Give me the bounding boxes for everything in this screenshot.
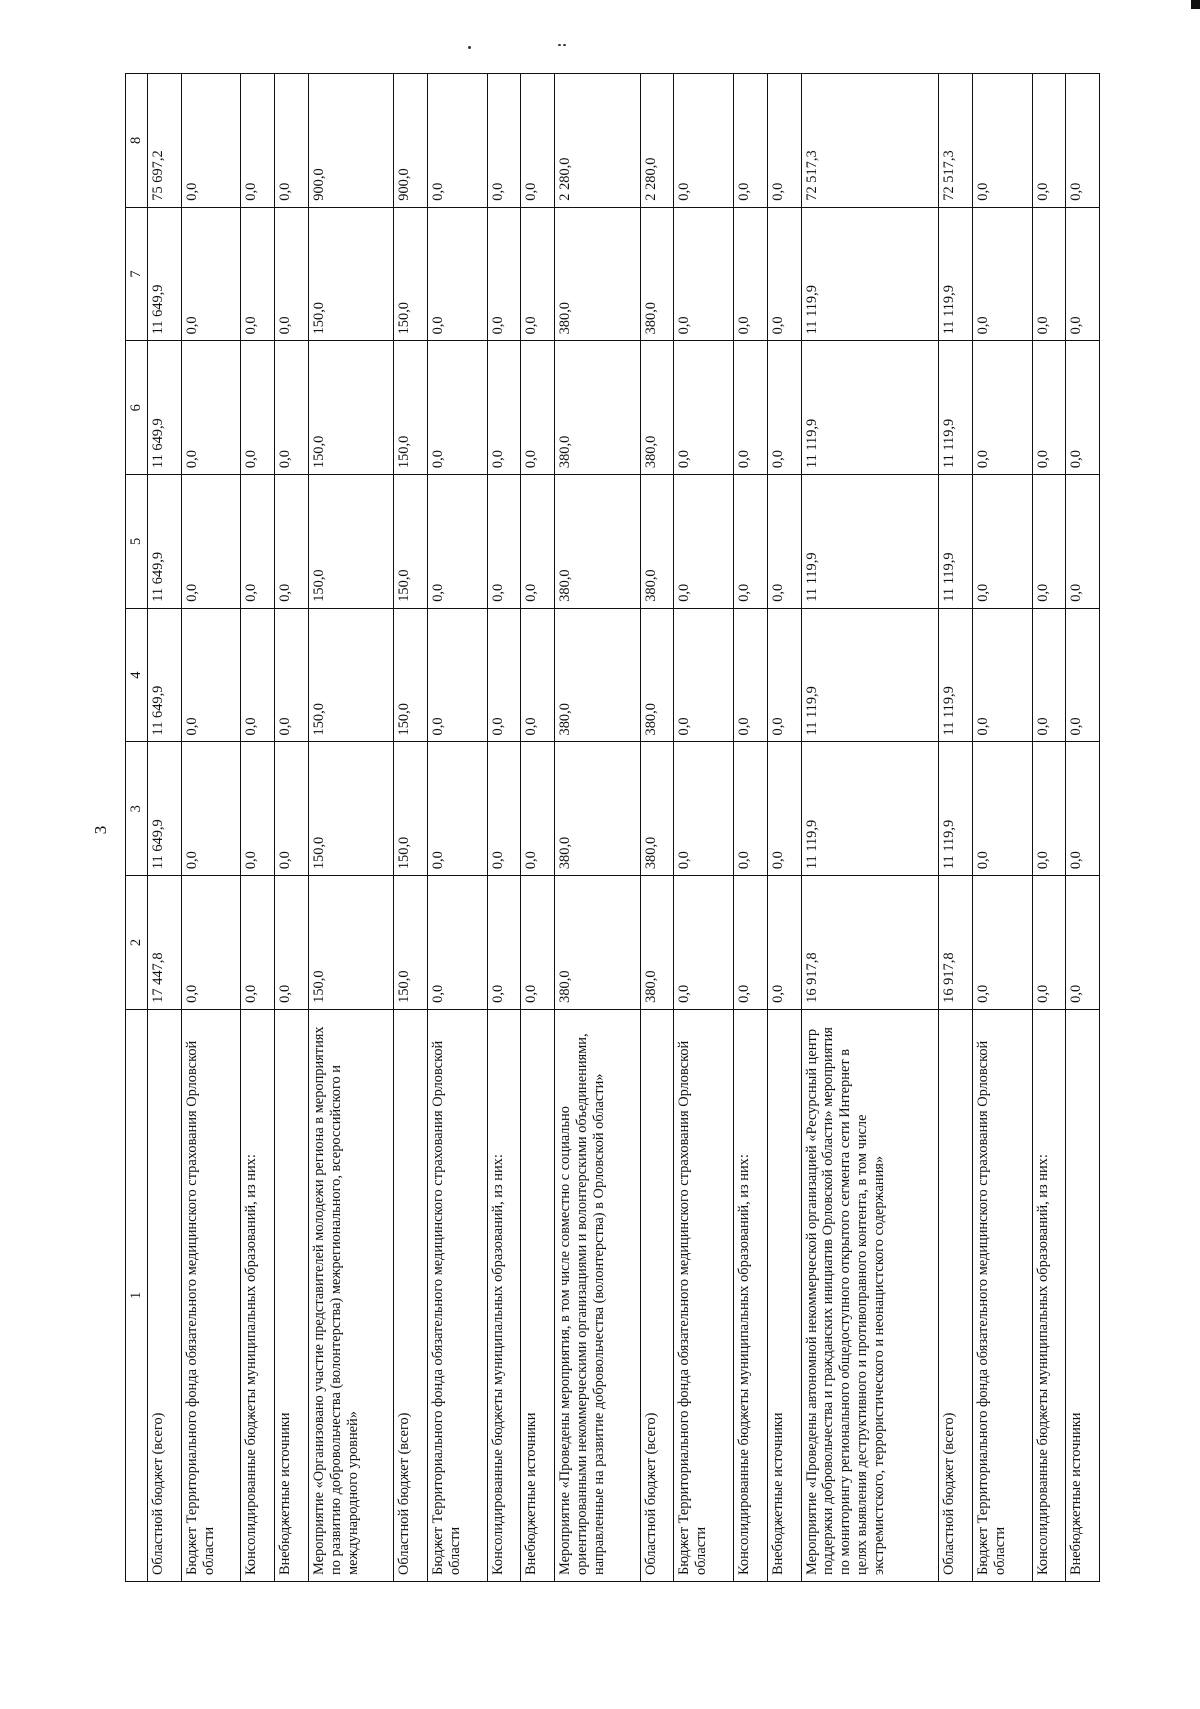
value-cell: 0,0 — [972, 475, 1032, 609]
header-cell: 8 — [126, 74, 148, 208]
value-cell: 0,0 — [241, 742, 275, 876]
value-cell: 11 649,9 — [147, 341, 181, 475]
value-cell: 0,0 — [181, 742, 241, 876]
row-label-cell: Бюджет Территориального фонда обязательного медицинского страхования Орловской области — [181, 1009, 241, 1581]
value-cell: 0,0 — [972, 207, 1032, 341]
value-cell: 0,0 — [734, 207, 768, 341]
value-cell: 75 697,2 — [147, 74, 181, 208]
value-cell: 150,0 — [394, 742, 428, 876]
value-cell: 380,0 — [555, 341, 641, 475]
value-cell: 0,0 — [1066, 475, 1100, 609]
table-row — [1032, 74, 1066, 1582]
value-cell: 0,0 — [674, 74, 734, 208]
value-cell: 0,0 — [521, 742, 555, 876]
row-label-cell: Бюджет Территориального фонда обязательного медицинского страхования Орловской области — [674, 1009, 734, 1581]
value-cell: 0,0 — [487, 341, 521, 475]
rotated-table-container — [125, 73, 1100, 1582]
value-cell: 0,0 — [181, 74, 241, 208]
value-cell: 0,0 — [181, 341, 241, 475]
row-label-cell: Бюджет Территориального фонда обязательного медицинского страхования Орловской области — [428, 1009, 488, 1581]
value-cell: 0,0 — [428, 341, 488, 475]
page-number: 3 — [91, 825, 110, 835]
value-cell: 2 280,0 — [640, 74, 674, 208]
value-cell: 150,0 — [394, 341, 428, 475]
value-cell: 0,0 — [767, 207, 801, 341]
row-label-cell: Мероприятие «Проведены автономной некоммерческой организацией «Ресурсный центр поддержки добровольчества и гражданских инициатив Орловской области» мероприятия по мониторингу регионального общедоступного открытого сегмента сети Интернет в целях выявления деструктивного и противоправного контента, в том числе экстремистского, террористического и неонацистского содержания» — [801, 1009, 939, 1581]
budget-table — [125, 73, 1100, 1582]
value-cell: 150,0 — [394, 876, 428, 1010]
table-row — [939, 74, 973, 1582]
value-cell: 11 649,9 — [147, 742, 181, 876]
table-row — [640, 74, 674, 1582]
header-cell: 1 — [126, 1009, 148, 1581]
scan-speck — [468, 46, 471, 49]
value-cell: 0,0 — [275, 608, 309, 742]
header-cell: 6 — [126, 341, 148, 475]
value-cell: 11 119,9 — [939, 475, 973, 609]
row-label-cell: Консолидированные бюджеты муниципальных образований, из них: — [1032, 1009, 1066, 1581]
value-cell: 380,0 — [640, 876, 674, 1010]
value-cell: 0,0 — [181, 608, 241, 742]
value-cell: 0,0 — [275, 207, 309, 341]
value-cell: 0,0 — [241, 608, 275, 742]
value-cell: 0,0 — [275, 341, 309, 475]
value-cell: 0,0 — [275, 876, 309, 1010]
value-cell: 0,0 — [1032, 341, 1066, 475]
value-cell: 150,0 — [394, 475, 428, 609]
row-label-cell: Внебюджетные источники — [275, 1009, 309, 1581]
table-row — [394, 74, 428, 1582]
value-cell: 72 517,3 — [801, 74, 939, 208]
value-cell: 0,0 — [1066, 742, 1100, 876]
value-cell: 150,0 — [394, 207, 428, 341]
table-row — [487, 74, 521, 1582]
table-header-row — [126, 74, 148, 1582]
value-cell: 0,0 — [1032, 876, 1066, 1010]
value-cell: 11 119,9 — [801, 742, 939, 876]
value-cell: 0,0 — [1066, 74, 1100, 208]
value-cell: 11 119,9 — [939, 207, 973, 341]
value-cell: 0,0 — [521, 608, 555, 742]
value-cell: 0,0 — [767, 876, 801, 1010]
row-label-cell: Внебюджетные источники — [521, 1009, 555, 1581]
value-cell: 0,0 — [428, 74, 488, 208]
value-cell: 0,0 — [1032, 742, 1066, 876]
value-cell: 150,0 — [308, 341, 394, 475]
value-cell: 0,0 — [241, 207, 275, 341]
row-label-cell: Консолидированные бюджеты муниципальных образований, из них: — [734, 1009, 768, 1581]
value-cell: 0,0 — [428, 876, 488, 1010]
value-cell: 16 917,8 — [939, 876, 973, 1010]
value-cell: 0,0 — [767, 475, 801, 609]
header-cell: 3 — [126, 742, 148, 876]
row-label-cell: Областной бюджет (всего) — [640, 1009, 674, 1581]
value-cell: 0,0 — [275, 475, 309, 609]
header-cell: 2 — [126, 876, 148, 1010]
value-cell: 0,0 — [1032, 608, 1066, 742]
value-cell: 11 119,9 — [801, 475, 939, 609]
value-cell: 0,0 — [487, 207, 521, 341]
value-cell: 150,0 — [308, 876, 394, 1010]
value-cell: 72 517,3 — [939, 74, 973, 208]
value-cell: 16 917,8 — [801, 876, 939, 1010]
table-row — [428, 74, 488, 1582]
scan-speck — [1191, 0, 1200, 9]
table-row — [734, 74, 768, 1582]
value-cell: 0,0 — [487, 74, 521, 208]
value-cell: 0,0 — [674, 475, 734, 609]
value-cell: 17 447,8 — [147, 876, 181, 1010]
row-label-cell: Внебюджетные источники — [1066, 1009, 1100, 1581]
value-cell: 0,0 — [241, 74, 275, 208]
value-cell: 0,0 — [734, 74, 768, 208]
value-cell: 0,0 — [972, 341, 1032, 475]
value-cell: 0,0 — [1066, 608, 1100, 742]
row-label-cell: Областной бюджет (всего) — [394, 1009, 428, 1581]
value-cell: 11 649,9 — [147, 608, 181, 742]
value-cell: 150,0 — [308, 742, 394, 876]
value-cell: 380,0 — [640, 341, 674, 475]
table-row — [1066, 74, 1100, 1582]
value-cell: 0,0 — [972, 742, 1032, 876]
value-cell: 0,0 — [181, 876, 241, 1010]
row-label-cell: Мероприятие «Проведены мероприятия, в том числе совместно с социально ориентированными некоммерческими организациями и волонтерскими объединениями, направленные на развитие добровольчества (волонтерства) в Орловской области» — [555, 1009, 641, 1581]
table-row — [767, 74, 801, 1582]
value-cell: 380,0 — [555, 876, 641, 1010]
scan-speck — [558, 44, 561, 46]
value-cell: 0,0 — [972, 876, 1032, 1010]
value-cell: 150,0 — [308, 608, 394, 742]
value-cell: 380,0 — [555, 207, 641, 341]
scan-speck — [563, 44, 566, 46]
value-cell: 0,0 — [674, 876, 734, 1010]
value-cell: 0,0 — [1066, 876, 1100, 1010]
value-cell: 0,0 — [428, 608, 488, 742]
value-cell: 0,0 — [1032, 207, 1066, 341]
value-cell: 380,0 — [555, 608, 641, 742]
value-cell: 11 119,9 — [801, 341, 939, 475]
value-cell: 0,0 — [734, 608, 768, 742]
value-cell: 150,0 — [394, 608, 428, 742]
value-cell: 0,0 — [428, 475, 488, 609]
value-cell: 0,0 — [734, 742, 768, 876]
value-cell: 0,0 — [674, 608, 734, 742]
value-cell: 0,0 — [521, 207, 555, 341]
value-cell: 380,0 — [555, 742, 641, 876]
row-label-cell: Консолидированные бюджеты муниципальных образований, из них: — [241, 1009, 275, 1581]
value-cell: 0,0 — [428, 742, 488, 876]
value-cell: 0,0 — [767, 74, 801, 208]
row-label-cell: Мероприятие «Организовано участие представителей молодежи региона в мероприятиях по развитию добровольчества (волонтерства) межрегионального, всероссийского и международного уровней» — [308, 1009, 394, 1581]
table-body — [147, 74, 1099, 1582]
value-cell: 0,0 — [734, 341, 768, 475]
value-cell: 0,0 — [181, 475, 241, 609]
value-cell: 0,0 — [767, 341, 801, 475]
value-cell: 0,0 — [674, 207, 734, 341]
value-cell: 0,0 — [428, 207, 488, 341]
value-cell: 0,0 — [487, 876, 521, 1010]
row-label-cell: Областной бюджет (всего) — [147, 1009, 181, 1581]
value-cell: 11 119,9 — [801, 207, 939, 341]
value-cell: 0,0 — [1032, 74, 1066, 208]
value-cell: 0,0 — [767, 742, 801, 876]
value-cell: 0,0 — [521, 876, 555, 1010]
value-cell: 0,0 — [734, 876, 768, 1010]
value-cell: 0,0 — [275, 74, 309, 208]
value-cell: 11 119,9 — [939, 341, 973, 475]
value-cell: 0,0 — [767, 608, 801, 742]
header-cell: 4 — [126, 608, 148, 742]
value-cell: 0,0 — [521, 74, 555, 208]
value-cell: 900,0 — [394, 74, 428, 208]
table-row — [308, 74, 394, 1582]
value-cell: 0,0 — [275, 742, 309, 876]
value-cell: 11 649,9 — [147, 207, 181, 341]
table-row — [181, 74, 241, 1582]
value-cell: 380,0 — [640, 742, 674, 876]
table-row — [972, 74, 1032, 1582]
value-cell: 150,0 — [308, 207, 394, 341]
table-row — [521, 74, 555, 1582]
row-label-cell: Бюджет Территориального фонда обязательного медицинского страхования Орловской области — [972, 1009, 1032, 1581]
value-cell: 0,0 — [241, 341, 275, 475]
value-cell: 0,0 — [674, 341, 734, 475]
value-cell: 11 649,9 — [147, 475, 181, 609]
value-cell: 0,0 — [241, 475, 275, 609]
value-cell: 0,0 — [241, 876, 275, 1010]
value-cell: 11 119,9 — [939, 742, 973, 876]
value-cell: 0,0 — [521, 341, 555, 475]
table-row — [674, 74, 734, 1582]
table-row — [147, 74, 181, 1582]
value-cell: 0,0 — [181, 207, 241, 341]
table-row — [555, 74, 641, 1582]
value-cell: 0,0 — [972, 608, 1032, 742]
value-cell: 0,0 — [487, 608, 521, 742]
value-cell: 0,0 — [674, 742, 734, 876]
value-cell: 380,0 — [640, 608, 674, 742]
table-row — [275, 74, 309, 1582]
value-cell: 11 119,9 — [801, 608, 939, 742]
value-cell: 11 119,9 — [939, 608, 973, 742]
value-cell: 0,0 — [487, 475, 521, 609]
value-cell: 0,0 — [1066, 341, 1100, 475]
table-row — [241, 74, 275, 1582]
value-cell: 380,0 — [555, 475, 641, 609]
value-cell: 0,0 — [1066, 207, 1100, 341]
value-cell: 0,0 — [734, 475, 768, 609]
value-cell: 0,0 — [972, 74, 1032, 208]
value-cell: 150,0 — [308, 475, 394, 609]
value-cell: 0,0 — [521, 475, 555, 609]
value-cell: 380,0 — [640, 207, 674, 341]
value-cell: 380,0 — [640, 475, 674, 609]
value-cell: 900,0 — [308, 74, 394, 208]
header-cell: 5 — [126, 475, 148, 609]
value-cell: 2 280,0 — [555, 74, 641, 208]
row-label-cell: Внебюджетные источники — [767, 1009, 801, 1581]
row-label-cell: Областной бюджет (всего) — [939, 1009, 973, 1581]
value-cell: 0,0 — [1032, 475, 1066, 609]
row-label-cell: Консолидированные бюджеты муниципальных образований, из них: — [487, 1009, 521, 1581]
table-row — [801, 74, 939, 1582]
header-cell: 7 — [126, 207, 148, 341]
value-cell: 0,0 — [487, 742, 521, 876]
